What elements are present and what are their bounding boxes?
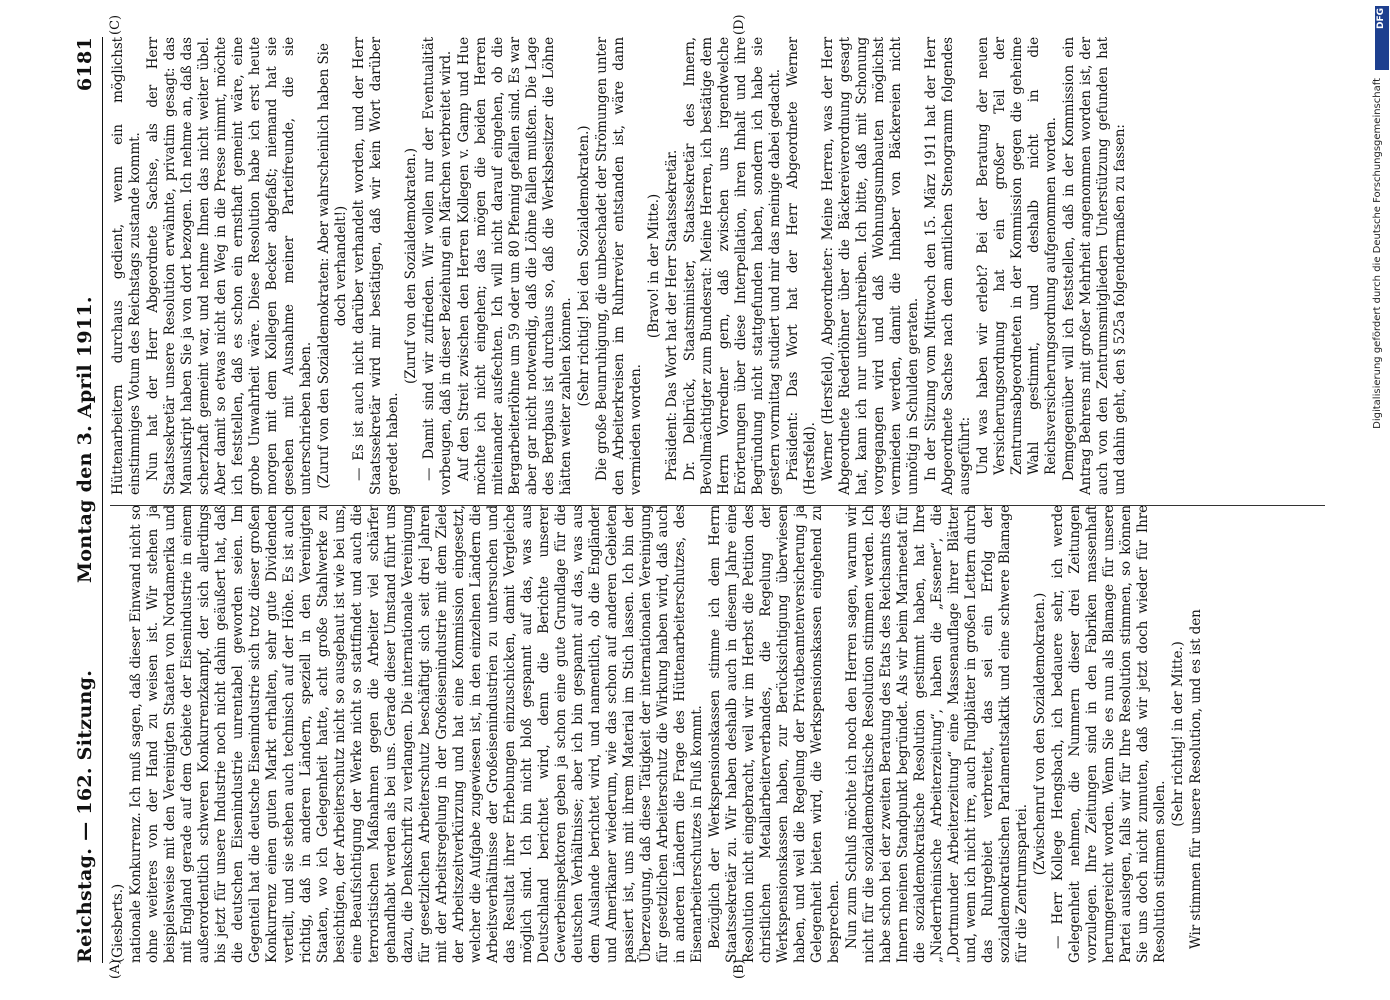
dfg-badge	[1375, 6, 1389, 70]
paragraph: Nun hat der Herr Abgeordnete Sachse, als der Herr Staatssekretär unsere Resolution erwähnte, privatim gesagt: das Manuskript haben Sie ja von dort bezogen. Ich nehme an, daß das scherzhaft gemeint war, und nehme Ihnen das nicht weiter übel. Aber damit so etwas nicht den Weg in die Presse nimmt, möchte ich feststellen, daß es schon ein ernsthaft gemeint wäre, eine grobe Unwahrheit wäre. Diese Resolution habe ich erst heute morgen mit dem Kollegen Becker abgefaßt; niemand hat sie gesehen mit Ausnahme meiner Parteifreunde, die sie unterschrieben haben.	[144, 37, 314, 495]
newspaper-page	[42, 14, 1342, 979]
paragraph: nationale Konkurrenz. Ich muß sagen, daß dieser Einwand nicht so ohne weiteres von der Hand zu weisen ist. Wir stehen ja beispielsweise mit den Vereinigten Staaten von Nordamerika und mit England gerade auf dem Gebiete der Eisenindustrie in einem außerordentlich schweren Konkurrenzkampf, der sich allerdings bis jetzt für unsere Industrie noch nicht dahin geäußert hat, daß die deutschen Eisenindustrie unrentabel geworden seien. Im Gegenteil hat die deutsche Eisenindustrie sich trotz dieser großen Konkurrenz einen guten Markt erhalten, sehr gute Dividenden verteilt, und sie stehen auch technisch auf der Höhe. Es ist auch richtig, daß in anderen Ländern, speziell in den Vereinigten Staaten, wo ich Gelegenheit hatte, acht große Stahlwerke zu besichtigen, der Arbeiterschutz nicht so ausgebaut ist wie bei uns, eine Beaufsichtigung der Werke nicht so stattfindet und auch die terroristischen Maßnahmen gegen die Arbeiter viel schärfer gehandhabt werden als bei uns. Gerade dieser Umstand führt uns dazu, die Denkschrift zu verlangen. Die internationale Vereinigung für gesetzlichen Arbeiterschutz beschäftigt sich seit drei Jahren mit der Arbeitsregelung in der Großeisenindustrie mit dem Ziele der Arbeitszeitverkürzung und hat eine Kommission eingesetzt, welcher die Aufgabe zugewiesen ist, in den einzelnen Ländern die Arbeitsverhältnisse der Großeisenindustrien zu untersuchen und das Resultat ihrer Erhebungen einzuschicken, damit Vergleiche möglich sind. Ich bin nicht bloß gespannt auf das, was aus Deutschland berichtet wird, denn die Berichte unserer Gewerbeinspektoren geben ja schon eine gute Grundlage für die deutschen Verhältnisse; aber ich bin gespannt auf das, was aus dem Auslande berichtet wird, und namentlich, ob die Engländer und Amerikaner wiederum, wie das schon auf anderen Gebieten passiert ist, uns mit ihrem Material im Stich lassen. Ich bin der Überzeugung, daß diese Tätigkeit der internationalen Vereinigung für gesetzlichen Arbeiterschutz die Wirkung haben wird, daß auch in anderen Ländern die Frage des Hüttenarbeiterschutzes, des Eisenarbeiterschutzes in Fluß kommt.	[127, 505, 705, 963]
paragraph: — Herr Kollege Hengsbach, ich bedauere sehr, ich werde Gelegenheit nehmen, die Nummern dieser drei Zeitungen vorzulegen. Ihre Zeitungen sind in den Fabriken massenhaft herumgereicht worden. Wenn Sie es nun als Blamage für unsere Partei auslegen, falls wir für Ihre Resolution stimmen, so können Sie uns doch nicht zumuten, daß wir jetzt doch wieder für Ihre Resolution stimmen sollen.	[1049, 505, 1168, 963]
interjection: (Sehr richtig! in der Mitte.)	[1169, 641, 1186, 827]
paragraph: — Es ist auch nicht darüber verhandelt worden, und der Herr Staatssekretär wird mir bestätigen, daß wir kein Wort darüber geredet haben.	[350, 37, 401, 495]
interjection: (Zuruf von den Sozialdemokraten: Aber wahrscheinlich haben Sie doch verhandelt!)	[315, 43, 349, 489]
column-divider	[110, 505, 1325, 506]
paragraph: Bezüglich der Werkspensionskassen stimme ich dem Herrn Staatssekretär zu. Wir haben deshalb auch in diesem Jahre eine Resolution nicht eingebracht, weil wir im Herbst die Petition des christlichen Metallarbeiterverbandes, die Regelung der Werkspensionskassen haben, zur Berücksichtigung überwiesen haben, und weil die Regelung der Privatbeamtenversicherung ja Gelegenheit bieten wird, die Werkspensionskassen eingehend zu besprechen.	[706, 505, 842, 963]
quote: Und was haben wir erlebt? Bei der Beratung der neuen Versicherungsordnung hat ein großer Teil der Zentrumsabgeordneten in der Kommission gegen die geheime Wahl gestimmt, und deshalb nicht in die Reichsversicherungsordnung aufgenommen worden.	[974, 37, 1059, 475]
paragraph: Die große Beunruhigung, die unbeschadet der Strömungen unter den Arbeiterkreisen im Ruhrrevier entstanden ist, wäre dann vermieden worden.	[593, 37, 644, 495]
marker-b: (B)	[731, 959, 747, 979]
paragraph: Auf den Streit zwischen den Herren Kollegen v. Gamp und Hue möchte ich nicht eingehen; das mögen die beiden Herren miteinander ausfechten. Ich will nicht darauf eingehen, ob die Bergarbeiterlöhne um 59 oder um 80 Pfennig gefallen sind. Es war aber gar nicht notwendig, daß die Löhne fallen mußten. Die Lage des Bergbaus ist durchaus so, daß die Werksbesitzer die Löhne hätten weiter zahlen können.	[455, 37, 574, 495]
paragraph: — Damit sind wir zufrieden. Wir wollen nur der Eventualität vorbeugen, daß in dieser Beziehung ein Märchen verbreitet wird.	[420, 37, 454, 495]
paragraph: In der Sitzung vom Mittwoch den 15. März 1911 hat der Herr Abgeordnete Sachse nach dem amtlichen Stenogramm folgendes ausgeführt:	[922, 37, 973, 495]
page-number: 6181	[73, 37, 96, 92]
paragraph: Hüttenarbeitern durchaus gedient, wenn ein möglichst einstimmiges Votum des Reichstags zustande kommt.	[109, 37, 143, 495]
marker-c: (C)	[107, 14, 123, 35]
marker-d: (D)	[731, 14, 747, 35]
paragraph: Demgegenüber will ich feststellen, daß in der Kommission ein Antrag Behrens mit großer Mehrheit angenommen worden ist, der auch von den Zentrumsmitgliedern Unterstützung gefunden hat und dahin geht, den § 525a folgendermaßen zu fassen:	[1060, 37, 1128, 495]
header-left: Reichstag. — 162. Sitzung.	[73, 669, 96, 963]
left-column	[110, 505, 1325, 963]
interjection: (Zwischenruf von den Sozialdemokraten.)	[1031, 592, 1048, 876]
speaker-tag: (Giesberts.)	[109, 883, 126, 963]
dfg-credit	[1372, 78, 1390, 718]
interjection: (Zuruf von den Sozialdemokraten.)	[402, 148, 419, 384]
header-date: Montag den 3. April 1911.	[73, 296, 96, 583]
interjection: (Sehr richtig! bei den Sozialdemokraten.)	[575, 125, 592, 407]
page-header	[72, 37, 103, 963]
speaker-paragraph: Werner (Hersfeld), Abgeordneter: Meine Herren, was der Herr Abgeordnete Riederlöhner über die Bäckereiverordnung gesagt hat, kann ich nur unterschreiben. Ich bitte, daß mit Schonung vorgegangen wird und daß Wohnungsumbauten möglichst vermieden werden, damit die Inhaber von Bäckereien nicht unnötig in Schulden geraten.	[819, 37, 921, 495]
dfg-badge-text: DFG	[1376, 8, 1386, 30]
right-column	[110, 37, 1325, 495]
paragraph: Nun zum Schluß möchte ich noch den Herren sagen, warum wir nicht für die sozialdemokratische Resolution stimmen werden. Ich habe schon bei der zweiten Beratung des Etats des Reichsamts des Innern meinen Standpunkt begründet. Als wir beim Marineetat für die sozialdemokratische Resolution gestimmt haben, hat Ihre „Niederrheinische Arbeiterzeitung“, haben die „Essener“, die „Dortmunder Arbeiterzeitung“ eine Massenauflage ihrer Blätter und, wenn ich nicht irre, auch Flugblätter in großen Lettern durch das Ruhrgebiet verbreitet, das sei ein Erfolg der sozialdemokratischen Parlamentstaktik und eine schwere Blamage für die Zentrumspartei.	[843, 505, 1030, 963]
paragraph: Wir stimmen für unsere Resolution, und es ist den	[1187, 609, 1204, 949]
speaker-paragraph: Präsident: Das Wort hat der Herr Staatssekretär.	[663, 149, 680, 481]
speaker-paragraph: Präsident: Das Wort hat der Herr Abgeordnete Werner (Hersfeld).	[784, 37, 818, 495]
interjection: (Bravo! in der Mitte.)	[645, 193, 662, 339]
dfg-credit-text: Digitalisierung gefördert durch die Deutsche Forschungsgemeinschaft	[1372, 78, 1383, 429]
speaker-paragraph: Dr. Delbrück, Staatsminister, Staatssekretär des Innern, Bevollmächtigter zum Bundesrat: Meine Herren, ich bestätige dem Herrn Vorredner gern, daß zwischen uns irgendwelche Erörterungen über diese Interpellation, ihren Inhalt und ihre Begründung nicht stattgefunden haben, sondern ich habe sie gestern vormittag studiert und mir das meinige dabei gedacht.	[681, 37, 783, 495]
marker-a: (A)	[107, 959, 123, 979]
